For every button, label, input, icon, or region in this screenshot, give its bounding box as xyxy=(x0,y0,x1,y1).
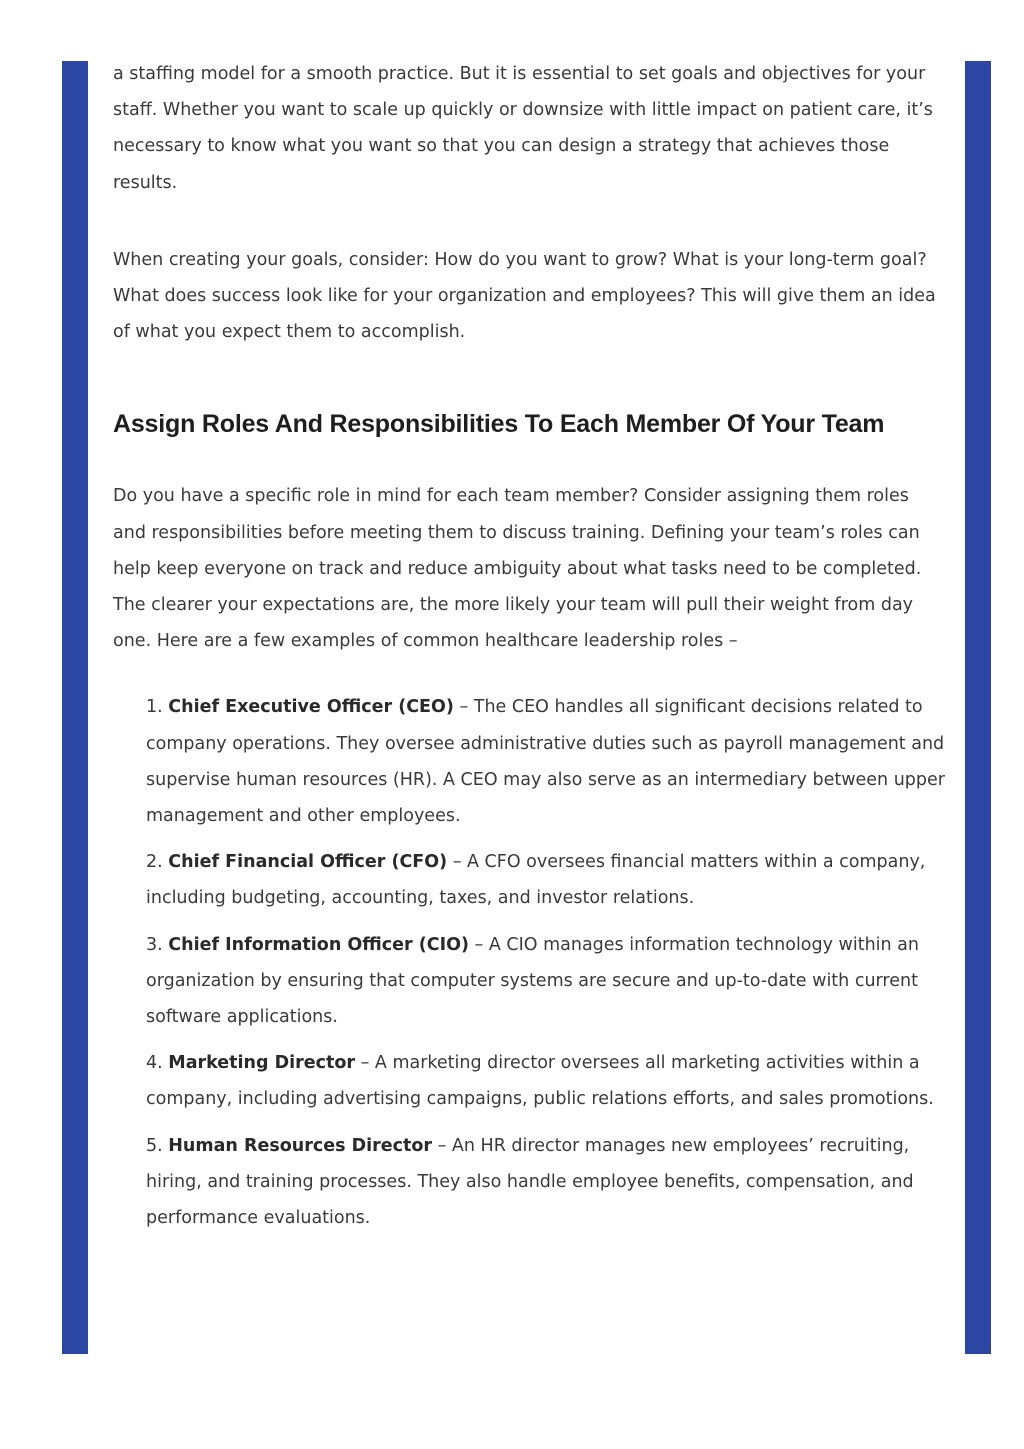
role-description: – An HR director manages new employees’ recruiting, hiring, and training processes. They also handle employee benefits, compensation, and performance evaluations. xyxy=(146,1135,914,1229)
role-name-cfo: Chief Financial Officer (CFO) xyxy=(168,852,448,873)
list-item xyxy=(146,844,945,916)
right-accent-bar xyxy=(965,61,991,1354)
list-item xyxy=(146,1128,945,1237)
left-accent-bar xyxy=(62,61,88,1354)
list-item xyxy=(146,689,945,834)
role-number: 1. xyxy=(146,697,163,718)
list-item xyxy=(146,1045,945,1117)
role-number: 5. xyxy=(146,1135,163,1156)
role-description: – A CFO oversees financial matters within a company, including budgeting, accounting, taxes, and investor relations. xyxy=(146,852,926,909)
role-description: – A CIO manages information technology within an organization by ensuring that computer systems are secure and up-to-date with current software applications. xyxy=(146,934,919,1028)
role-name-marketing-director: Marketing Director xyxy=(168,1053,356,1074)
section-heading: Assign Roles And Responsibilities To Each Member Of Your Team xyxy=(113,410,885,439)
role-name-hr-director: Human Resources Director xyxy=(168,1135,433,1156)
role-description: – A marketing director oversees all marketing activities within a company, including advertising campaigns, public relations efforts, and sales promotions. xyxy=(146,1053,934,1110)
roles-list xyxy=(113,689,945,1236)
role-name-ceo: Chief Executive Officer (CEO) xyxy=(168,697,454,718)
role-number: 4. xyxy=(146,1053,163,1074)
intro-paragraph-2: When creating your goals, consider: How do you want to grow? What is your long-term goal? What does success look like for your organization and employees? This will give them an idea of what you expect them to accomplish. xyxy=(113,249,936,343)
list-item xyxy=(146,927,945,1036)
intro-paragraph-1: a staffing model for a smooth practice. But it is essential to set goals and objectives for your staff. Whether you want to scale up quickly or downsize with little impact on patient care, it’s necessary to know what you want so that you can design a strategy that achieves those results. xyxy=(113,64,933,193)
role-number: 2. xyxy=(146,852,163,873)
section-body: Do you have a specific role in mind for each team member? Consider assigning them roles and responsibilities before meeting them to discuss training. Defining your team’s roles can help keep everyone on track and reduce ambiguity about what tasks need to be completed. The clearer your expectations are, the more likely your team will pull their weight from day one. Here are a few examples of common healthcare leadership roles – xyxy=(113,486,922,652)
role-name-cio: Chief Information Officer (CIO) xyxy=(168,934,469,955)
role-description: – The CEO handles all significant decisions related to company operations. They oversee administrative duties such as payroll management and supervise human resources (HR). A CEO may also serve as an intermediary between upper management and other employees. xyxy=(146,697,945,827)
role-number: 3. xyxy=(146,934,163,955)
article-content xyxy=(113,56,945,1236)
